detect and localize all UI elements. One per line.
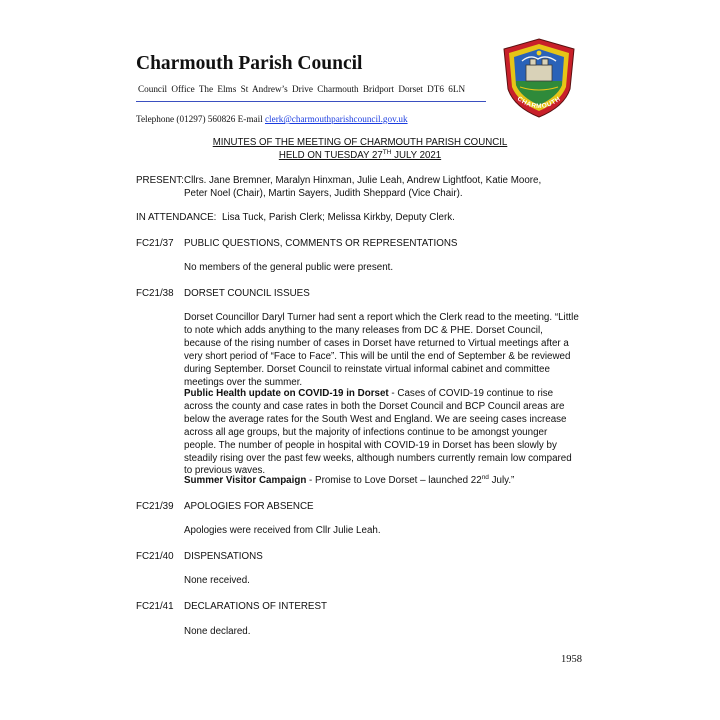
item-title: APOLOGIES FOR ABSENCE (184, 501, 314, 512)
council-address: Council Office The Elms St Andrew’s Drive Charmouth Bridport Dorset DT6 6LN (138, 84, 466, 94)
visitor-campaign-paragraph: Summer Visitor Campaign - Promise to Love Dorset – launched 22nd July.” (184, 474, 515, 486)
item-title: DISPENSATIONS (184, 551, 263, 562)
item-title: PUBLIC QUESTIONS, COMMENTS OR REPRESENTATIONS (184, 238, 458, 249)
meeting-date-heading: HELD ON TUESDAY 27TH JULY 2021 (278, 149, 442, 161)
item-ref: FC21/37 (136, 238, 174, 249)
item-title: DECLARATIONS OF INTEREST (184, 601, 327, 612)
dorset-report-paragraph: Dorset Councillor Daryl Turner had sent a report which the Clerk read to the meeting. “Little to note which adds anything to the many releases from DC & PHE. Dorset Council, because of the rising number of cases in Dorset have returned to Virtual meetings after a very short period of “Face to Face”. This will be until the end of September & be reviewed during September. Dorset Council to reinstate virtual informal cabinet and committee meetings over the summer. (184, 312, 579, 388)
email-link[interactable]: clerk@charmouthparishcouncil.gov.uk (264, 114, 408, 124)
item-ref: FC21/38 (136, 288, 174, 299)
present-list-line1: Cllrs. Jane Bremner, Maralyn Hinxman, Julie Leah, Andrew Lightfoot, Katie Moore, (184, 175, 542, 186)
minutes-heading: MINUTES OF THE MEETING OF CHARMOUTH PARISH COUNCIL (212, 137, 508, 148)
council-crest-icon (500, 37, 578, 119)
contact-line (136, 114, 408, 124)
present-label: PRESENT: (136, 175, 184, 186)
attendance-label: IN ATTENDANCE: (136, 212, 217, 223)
item-title: DORSET COUNCIL ISSUES (184, 288, 310, 299)
telephone-text: Telephone (01297) 560826 E-mail (136, 114, 265, 124)
council-title: Charmouth Parish Council (136, 53, 363, 74)
attendance-text: Lisa Tuck, Parish Clerk; Melissa Kirkby, Deputy Clerk. (222, 212, 455, 223)
covid-update-paragraph: Public Health update on COVID-19 in Dorset - Cases of COVID-19 continue to rise across the county and case rates in both the Dorset Council and BCP Council areas are below the average rates for the South West and England. We are seeing cases increase across all age groups, but the majority of infections continue to be amongst younger people. The number of people in hospital with COVID-19 in Dorset has been slowly by steadily rising over the past few weeks, although numbers currently remain low compared to previous waves. (184, 388, 572, 477)
page-number: 1958 (561, 654, 582, 665)
item-body: No members of the general public were present. (184, 262, 394, 273)
item-body: None received. (184, 575, 250, 586)
present-list-line2: Peter Noel (Chair), Martin Sayers, Judith Sheppard (Vice Chair). (184, 188, 463, 199)
item-ref: FC21/39 (136, 501, 174, 512)
item-ref: FC21/40 (136, 551, 174, 562)
header-rule (136, 101, 486, 102)
item-body: Apologies were received from Cllr Julie Leah. (184, 525, 381, 536)
svg-text:CHARMOUTH: CHARMOUTH (515, 95, 563, 111)
item-body: None declared. (184, 626, 251, 637)
item-ref: FC21/41 (136, 601, 174, 612)
